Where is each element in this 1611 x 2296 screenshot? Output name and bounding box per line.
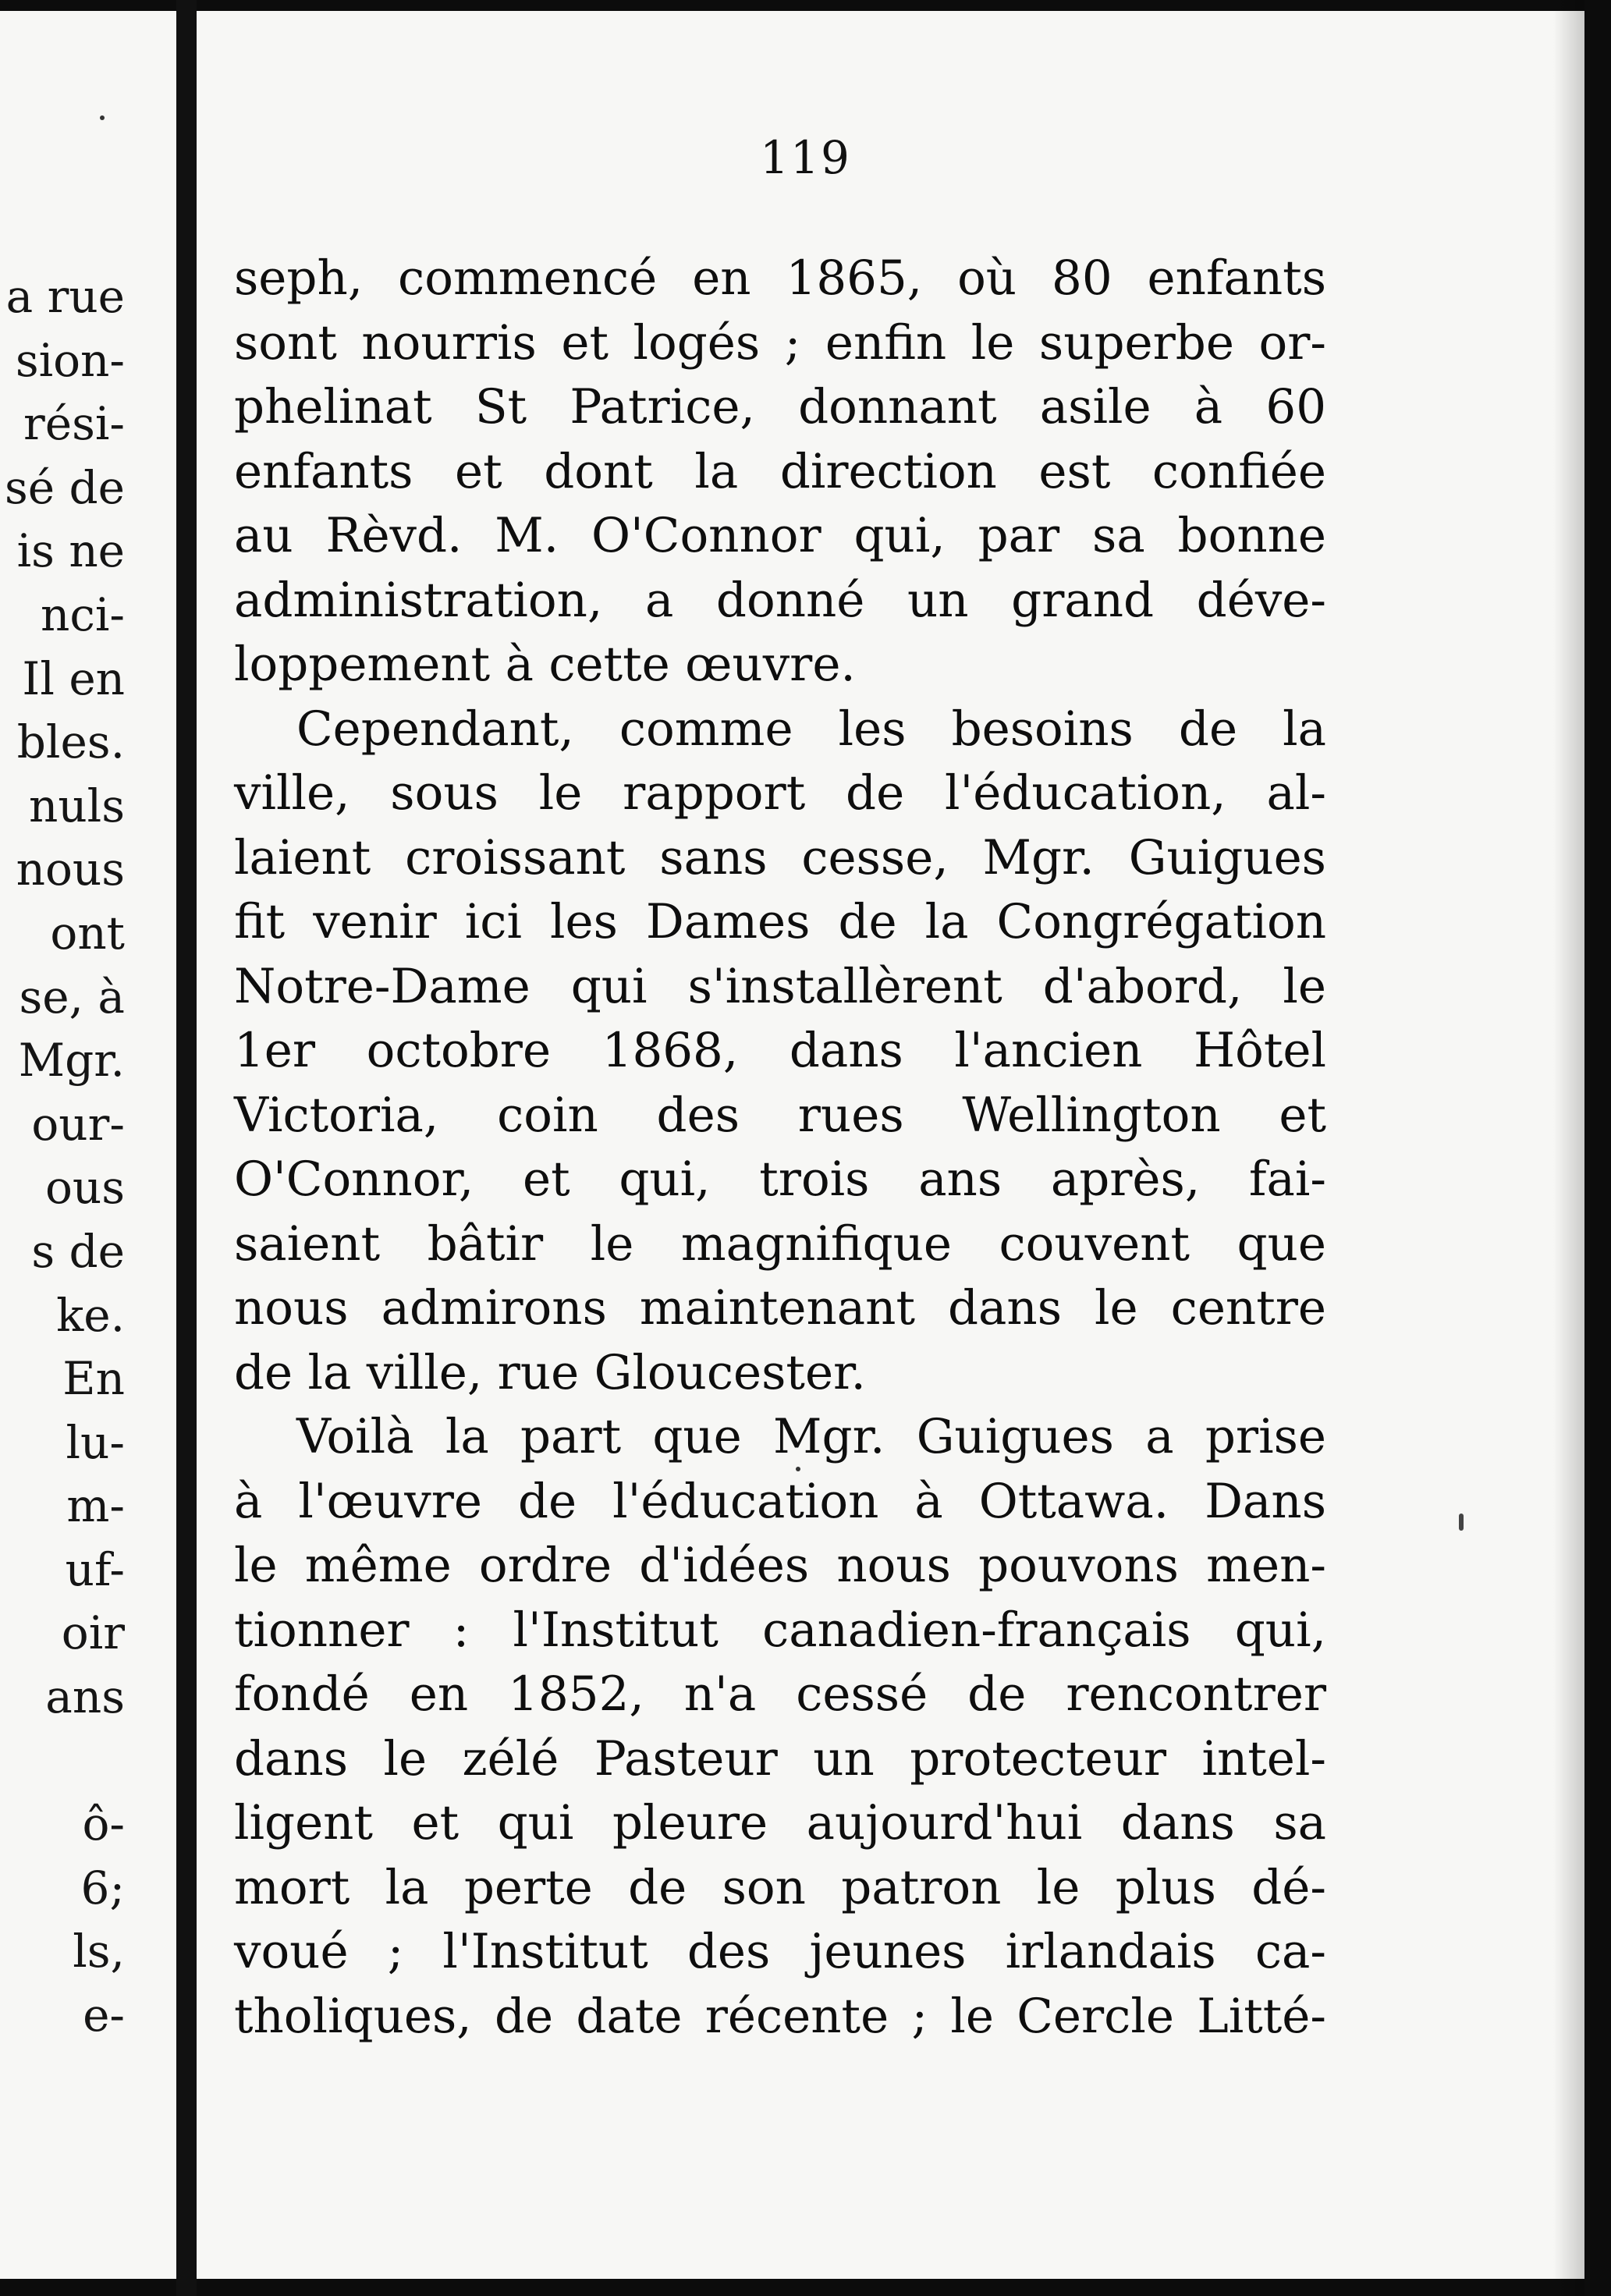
adjacent-page-line: bles.: [16, 715, 125, 769]
text-line: sont nourris et logés ; enfin le superbe or-: [234, 314, 1326, 371]
adjacent-page-line: Il en: [22, 651, 125, 705]
adjacent-page-line: rési-: [23, 397, 125, 451]
page-body-text: [234, 247, 1326, 2049]
adjacent-page-line: ans: [45, 1670, 125, 1724]
text-line: tholiques, de date récente ; le Cercle Litté-: [234, 1988, 1326, 2044]
text-line: Cependant, comme les besoins de la: [296, 701, 1326, 757]
text-line: enfants et dont la direction est confiée: [234, 443, 1326, 499]
right-scan-border: [1584, 0, 1611, 2296]
adjacent-page-fragment: [0, 265, 173, 2048]
adjacent-page-line: a rue: [5, 270, 125, 323]
text-line: à l'œuvre de l'éducation à Ottawa. Dans: [234, 1473, 1326, 1529]
adjacent-page-line: ô-: [82, 1797, 125, 1851]
adjacent-page-line: nci-: [41, 587, 125, 641]
text-line: Victoria, coin des rues Wellington et: [234, 1087, 1326, 1143]
adjacent-page-line: nous: [16, 843, 125, 896]
text-line: phelinat St Patrice, donnant asile à 60: [234, 379, 1326, 435]
adjacent-page-line: e-: [83, 1989, 125, 2042]
text-line: loppement à cette œuvre.: [234, 637, 856, 692]
text-line: dans le zélé Pasteur un protecteur intel-: [234, 1730, 1326, 1787]
top-scan-border: [0, 0, 1611, 11]
text-line: Voilà la part que Mgr. Guigues a prise: [296, 1409, 1326, 1464]
margin-mark: [1459, 1514, 1464, 1531]
text-line: tionner : l'Institut canadien-français qui,: [234, 1602, 1326, 1658]
adjacent-page-line: is ne: [16, 524, 125, 578]
adjacent-page-line: [0, 1730, 173, 1794]
text-line: ville, sous le rapport de l'éducation, al-: [234, 765, 1326, 821]
adjacent-page-line: se, à: [19, 970, 125, 1024]
text-line: mort la perte de son patron le plus dé-: [234, 1859, 1326, 1915]
adjacent-page-line: ont: [50, 906, 125, 960]
adjacent-page-line: ke.: [56, 1288, 125, 1342]
text-line: administration, a donné un grand déve-: [234, 572, 1326, 628]
dust-speck: [796, 1467, 800, 1471]
adjacent-page-line: 6;: [80, 1861, 125, 1915]
adjacent-page-line: uf-: [65, 1542, 125, 1596]
text-line: O'Connor, et qui, trois ans après, fai-: [234, 1152, 1326, 1207]
adjacent-page-line: nuls: [28, 779, 125, 832]
page-number: 119: [760, 131, 851, 184]
text-line: le même ordre d'idées nous pouvons men-: [234, 1538, 1326, 1593]
adjacent-page-line: m-: [66, 1479, 125, 1533]
adjacent-page-line: s de: [31, 1224, 125, 1278]
text-line: de la ville, rue Gloucester.: [234, 1344, 866, 1400]
adjacent-page-line: sé de: [5, 460, 125, 514]
dust-speck: [100, 115, 105, 120]
text-line: seph, commencé en 1865, où 80 enfants: [234, 250, 1326, 306]
adjacent-page-line: En: [62, 1352, 125, 1406]
text-line: 1er octobre 1868, dans l'ancien Hôtel: [234, 1023, 1326, 1078]
text-line: voué ; l'Institut des jeunes irlandais ca-: [234, 1924, 1326, 1979]
text-line: fondé en 1852, n'a cessé de rencontrer: [234, 1666, 1326, 1722]
right-page-shadow: [1553, 0, 1584, 2296]
text-line: ligent et qui pleure aujourd'hui dans sa: [234, 1795, 1326, 1851]
adjacent-page-line: ls,: [73, 1925, 125, 1978]
adjacent-page-line: lu-: [66, 1415, 125, 1469]
text-line: saient bâtir le magnifique couvent que: [234, 1215, 1326, 1272]
adjacent-page-line: sion-: [15, 333, 125, 387]
text-line: nous admirons maintenant dans le centre: [234, 1280, 1326, 1336]
book-spine: [176, 0, 197, 2296]
adjacent-page-line: our-: [31, 1097, 125, 1151]
text-line: laient croissant sans cesse, Mgr. Guigues: [234, 829, 1326, 885]
text-line: au Rèvd. M. O'Connor qui, par sa bonne: [234, 508, 1326, 563]
bottom-scan-border: [0, 2279, 1611, 2296]
adjacent-page-line: Mgr.: [18, 1034, 125, 1088]
adjacent-page-line: oir: [61, 1606, 125, 1660]
text-line: Notre-Dame qui s'installèrent d'abord, le: [234, 958, 1326, 1014]
text-line: fit venir ici les Dames de la Congrégation: [234, 894, 1326, 949]
adjacent-page-line: ous: [44, 1161, 125, 1215]
